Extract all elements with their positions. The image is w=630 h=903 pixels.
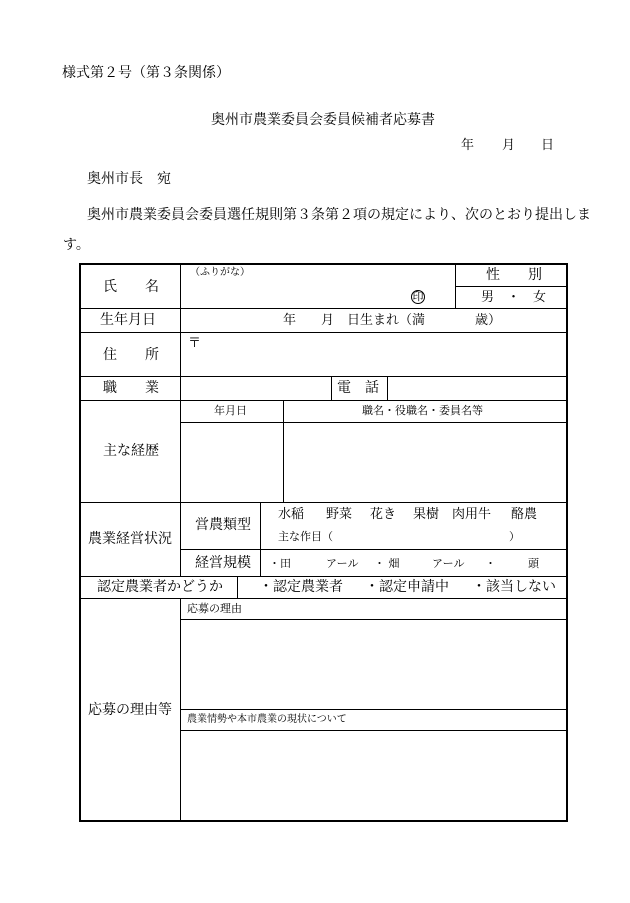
birth-born: 日生まれ（満 — [347, 313, 426, 328]
farm-type-fruit[interactable]: 果樹 — [413, 507, 440, 522]
reason-section-label: 応募の理由等 — [88, 702, 172, 718]
career-date-header: 年月日 — [214, 404, 247, 417]
scale-paddy: ・田 — [269, 557, 291, 570]
intro-line-2: す。 — [63, 237, 90, 253]
birth-month: 月 — [321, 313, 335, 328]
form-number: 様式第２号（第３条関係） — [62, 65, 230, 81]
furigana-label: （ふりがな） — [190, 267, 250, 278]
phone-label: 電 話 — [337, 380, 379, 396]
form-title: 奥州市農業委員会委員候補者応募書 — [211, 112, 435, 128]
name-label: 氏 名 — [103, 279, 159, 295]
gender-options[interactable]: 男 ・ 女 — [481, 290, 547, 305]
farm-type-dairy[interactable]: 酪農 — [511, 507, 538, 522]
farm-type-vegetables[interactable]: 野菜 — [326, 507, 353, 522]
scale-head: 頭 — [528, 557, 539, 570]
main-crop-close: ） — [509, 530, 520, 543]
career-position-header: 職名・役職名・委員名等 — [362, 404, 483, 417]
main-crop-label: 主な作目（ — [278, 530, 333, 543]
addressee: 奥州市長 宛 — [87, 171, 171, 187]
farm-type-beef[interactable]: 肉用牛 — [452, 507, 492, 522]
date-year: 年 — [461, 138, 475, 153]
scale-field: ・ 畑 — [374, 557, 400, 570]
reason-label: 応募の理由 — [187, 602, 242, 615]
birth-date-label: 生年月日 — [100, 312, 156, 328]
date-month: 月 — [502, 138, 516, 153]
farm-type-rice[interactable]: 水稲 — [278, 507, 305, 522]
birth-age: 歳） — [475, 313, 502, 328]
address-label: 住 所 — [103, 347, 159, 363]
scale-are-2: アール — [432, 557, 465, 570]
farm-type-flowers[interactable]: 花き — [370, 507, 397, 522]
intro-line-1: 奥州市農業委員会委員選任規則第３条第２項の規定により、次のとおり提出しま — [87, 207, 591, 223]
date-day: 日 — [541, 138, 555, 153]
certified-option-certified[interactable]: ・認定農業者 — [259, 579, 343, 595]
postal-mark: 〒 — [188, 336, 202, 351]
farm-scale-label: 経営規模 — [195, 555, 251, 571]
gender-label: 性 別 — [486, 267, 542, 283]
birth-year: 年 — [283, 313, 297, 328]
situation-label: 農業情勢や本市農業の現状について — [187, 714, 347, 725]
career-label: 主な経歴 — [103, 443, 159, 459]
certified-label: 認定農業者かどうか — [97, 579, 223, 595]
farm-status-label: 農業経営状況 — [88, 531, 172, 547]
scale-dot: ・ — [485, 557, 496, 570]
farm-type-label: 営農類型 — [195, 517, 251, 533]
certified-option-not-applicable[interactable]: ・該当しない — [472, 579, 556, 595]
occupation-label: 職 業 — [103, 380, 159, 396]
seal-mark: 印 — [412, 290, 424, 303]
scale-are-1: アール — [326, 557, 359, 570]
certified-option-applying[interactable]: ・認定申請中 — [365, 579, 449, 595]
